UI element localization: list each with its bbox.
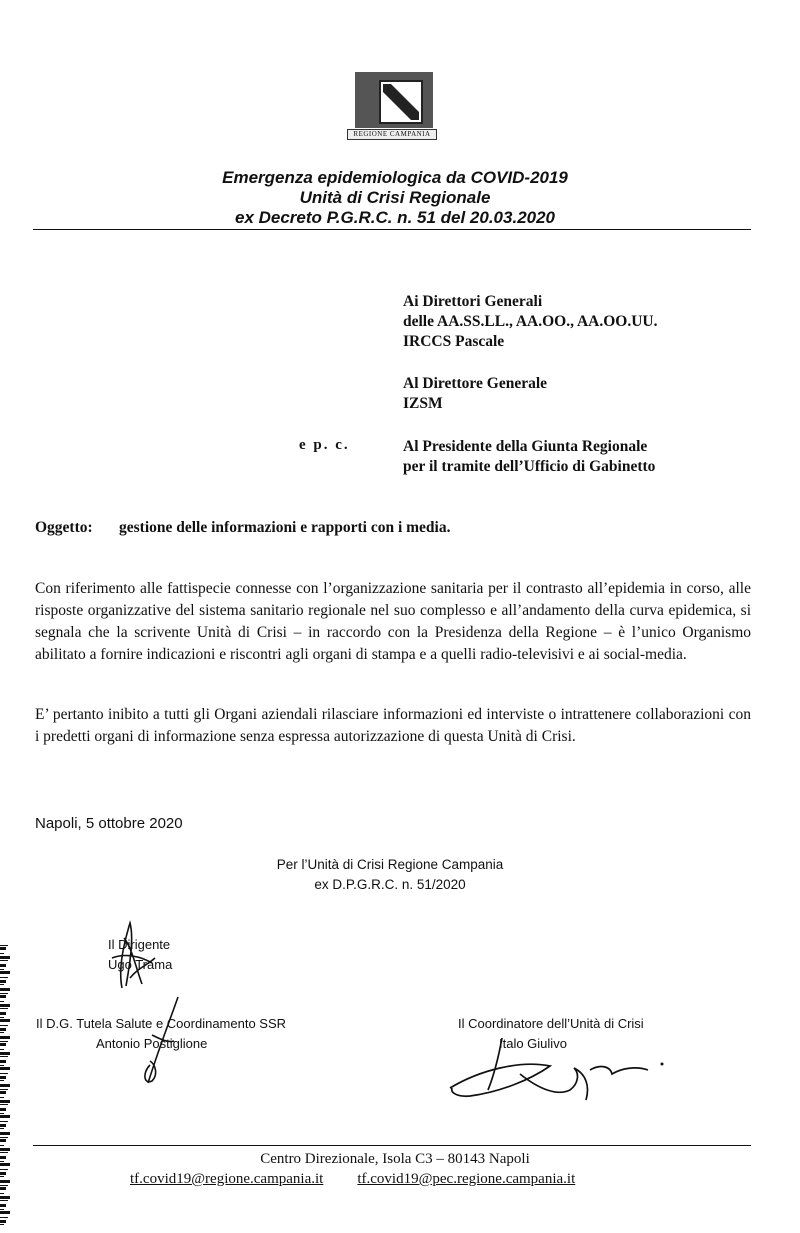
- barcode-bar: [0, 964, 6, 967]
- barcode-bar: [0, 1004, 10, 1007]
- barcode-bar: [0, 995, 6, 998]
- barcode-bar: [0, 1052, 10, 1055]
- addressee-group-1: [403, 292, 658, 352]
- barcode-bar: [0, 1220, 6, 1223]
- barcode-bar: [0, 1124, 6, 1127]
- barcode-bar: [0, 1036, 10, 1039]
- addressee-line: delle AA.SS.LL., AA.OO., AA.OO.UU.: [403, 313, 658, 330]
- dg-title: Il D.G. Tutela Salute e Coordinamento SSR: [36, 1016, 287, 1031]
- barcode-bar: [0, 1180, 10, 1183]
- footer-emails: [130, 1171, 575, 1188]
- header-line-3: ex Decreto P.G.R.C. n. 51 del 20.03.2020: [234, 208, 556, 227]
- barcode-bar: [0, 1100, 10, 1103]
- header-line-1: Emergenza epidemiologica da COVID-2019: [222, 168, 568, 187]
- barcode-bar: [0, 1043, 6, 1046]
- coordinator-title: Il Coordinatore dell’Unità di Crisi: [458, 1016, 644, 1031]
- barcode-bar: [0, 984, 4, 985]
- email-link-2[interactable]: tf.covid19@pec.regione.campania.it: [357, 1171, 576, 1187]
- barcode-bar: [0, 977, 8, 978]
- barcode-bar: [0, 1025, 8, 1026]
- dirigente-name: Ugo Trama: [108, 957, 173, 972]
- barcode-bar: [0, 1108, 6, 1111]
- addressee-line: Al Presidente della Giunta Regionale: [403, 438, 648, 455]
- barcode-bar: [0, 1041, 8, 1042]
- barcode-bar: [0, 1193, 4, 1194]
- barcode-bar: [0, 1012, 6, 1015]
- barcode-bar: [0, 969, 4, 970]
- body-paragraph-2: E’ pertanto inibito a tutti gli Organi aziendali rilasciare informazioni ed interviste o intrattenere collaborazioni con i predetti organi di informazione senza espressa autorizzazione di questa Unità di Crisi.: [35, 706, 751, 745]
- barcode-bar: [0, 1145, 4, 1146]
- barcode-bar: [0, 1019, 10, 1022]
- barcode-strip: [0, 945, 10, 1225]
- coat-of-arms-shield: [355, 72, 433, 128]
- barcode-bar: [0, 1132, 10, 1135]
- diagonal-band-icon: [381, 82, 421, 122]
- barcode-bar: [0, 1104, 8, 1105]
- body-paragraph-1: Con riferimento alle fattispecie connesse con l’organizzazione sanitaria per il contrasto all’epidemia in corso, alle risposte organizzative del sistema sanitario regionale nel suo complesso e all’andamento della curva epidemica, si segnala che la scrivente Unità di Crisi – in raccordo con la Presidenza della Regione – è l’unico Organismo abilitato a fornire indicazioni e riscontri agli organi di stampa e a quelli radio-televisivi e ai social-media.: [35, 580, 751, 663]
- addressee-line: Ai Direttori Generali: [403, 293, 543, 310]
- region-logo: [347, 72, 435, 138]
- barcode-bar: [0, 1017, 4, 1018]
- barcode-bar: [0, 1028, 6, 1031]
- addressee-line: IRCCS Pascale: [403, 333, 505, 350]
- subject-label: Oggetto:: [35, 519, 93, 536]
- dirigente-handwritten-signature: [100, 918, 173, 993]
- barcode-bar: [0, 1001, 4, 1002]
- subject-text: gestione delle informazioni e rapporti con i media.: [119, 519, 451, 536]
- addressee-group-3: [403, 437, 655, 477]
- header-line-2: Unità di Crisi Regionale: [299, 188, 491, 207]
- barcode-bar: [0, 1065, 4, 1066]
- barcode-bar: [0, 1032, 4, 1033]
- barcode-bar: [0, 956, 10, 959]
- barcode-bar: [0, 1224, 4, 1225]
- dg-name: Antonio Postiglione: [96, 1036, 208, 1051]
- subject-line: [35, 519, 451, 537]
- barcode-bar: [0, 993, 8, 994]
- barcode-bar: [0, 1049, 4, 1050]
- barcode-bar: [0, 1080, 4, 1081]
- barcode-bar: [0, 980, 6, 983]
- barcode-bar: [0, 1128, 4, 1129]
- footer-address: Centro Direzionale, Isola C3 – 80143 Napoli: [260, 1151, 530, 1167]
- email-link-1[interactable]: tf.covid19@regione.campania.it: [130, 1171, 324, 1187]
- addressee-line: IZSM: [403, 395, 443, 412]
- dg-handwritten-signature: [130, 995, 190, 1090]
- addressee-group-2: [403, 374, 547, 414]
- date-line: Napoli, 5 ottobre 2020: [35, 815, 183, 832]
- coordinator-name: Italo Giulivo: [499, 1036, 567, 1051]
- barcode-bar: [0, 945, 8, 946]
- barcode-bar: [0, 1073, 8, 1074]
- barcode-bar: [0, 1121, 8, 1122]
- barcode-bar: [0, 947, 6, 950]
- barcode-bar: [0, 1187, 6, 1190]
- barcode-bar: [0, 1211, 10, 1214]
- barcode-bar: [0, 1172, 6, 1175]
- barcode-bar: [0, 988, 10, 991]
- barcode-bar: [0, 971, 10, 974]
- barcode-bar: [0, 1097, 4, 1098]
- epc-label: e p. c.: [299, 437, 350, 453]
- barcode-bar: [0, 1161, 4, 1162]
- barcode-bar: [0, 1137, 8, 1138]
- barcode-bar: [0, 1204, 6, 1207]
- barcode-bar: [0, 1076, 6, 1079]
- barcode-bar: [0, 1139, 6, 1142]
- barcode-bar: [0, 1113, 4, 1114]
- barcode-bar: [0, 960, 8, 961]
- barcode-bar: [0, 1176, 4, 1177]
- signing-authority-line-1: Per l’Unità di Crisi Regione Campania: [276, 857, 504, 872]
- dirigente-title: Il Dirigente: [108, 937, 171, 952]
- addressee-line: Al Direttore Generale: [403, 375, 548, 392]
- coat-of-arms-emblem: [379, 80, 423, 124]
- header-divider: [33, 229, 751, 230]
- barcode-bar: [0, 1089, 8, 1090]
- barcode-bar: [0, 1091, 6, 1094]
- barcode-bar: [0, 1115, 10, 1118]
- barcode-bar: [0, 1200, 8, 1201]
- barcode-bar: [0, 953, 4, 954]
- barcode-bar: [0, 1185, 8, 1186]
- barcode-bar: [0, 1217, 8, 1218]
- coordinator-handwritten-signature: [440, 1030, 670, 1110]
- barcode-bar: [0, 1169, 8, 1170]
- barcode-bar: [0, 1196, 10, 1199]
- barcode-bar: [0, 1152, 8, 1153]
- barcode-bar: [0, 1060, 6, 1063]
- barcode-bar: [0, 1148, 10, 1151]
- footer-divider: [33, 1145, 751, 1146]
- barcode-bar: [0, 1008, 8, 1009]
- barcode-bar: [0, 1067, 10, 1070]
- logo-caption: REGIONE CAMPANIA: [347, 129, 437, 140]
- barcode-bar: [0, 1209, 4, 1210]
- addressee-line: per il tramite dell’Ufficio di Gabinetto: [403, 458, 656, 475]
- barcode-bar: [0, 1084, 10, 1087]
- barcode-bar: [0, 1163, 10, 1166]
- barcode-bar: [0, 1156, 6, 1159]
- barcode-bar: [0, 1056, 8, 1057]
- signing-authority: [0, 855, 780, 895]
- signing-authority-line-2: ex D.P.G.R.C. n. 51/2020: [314, 877, 466, 892]
